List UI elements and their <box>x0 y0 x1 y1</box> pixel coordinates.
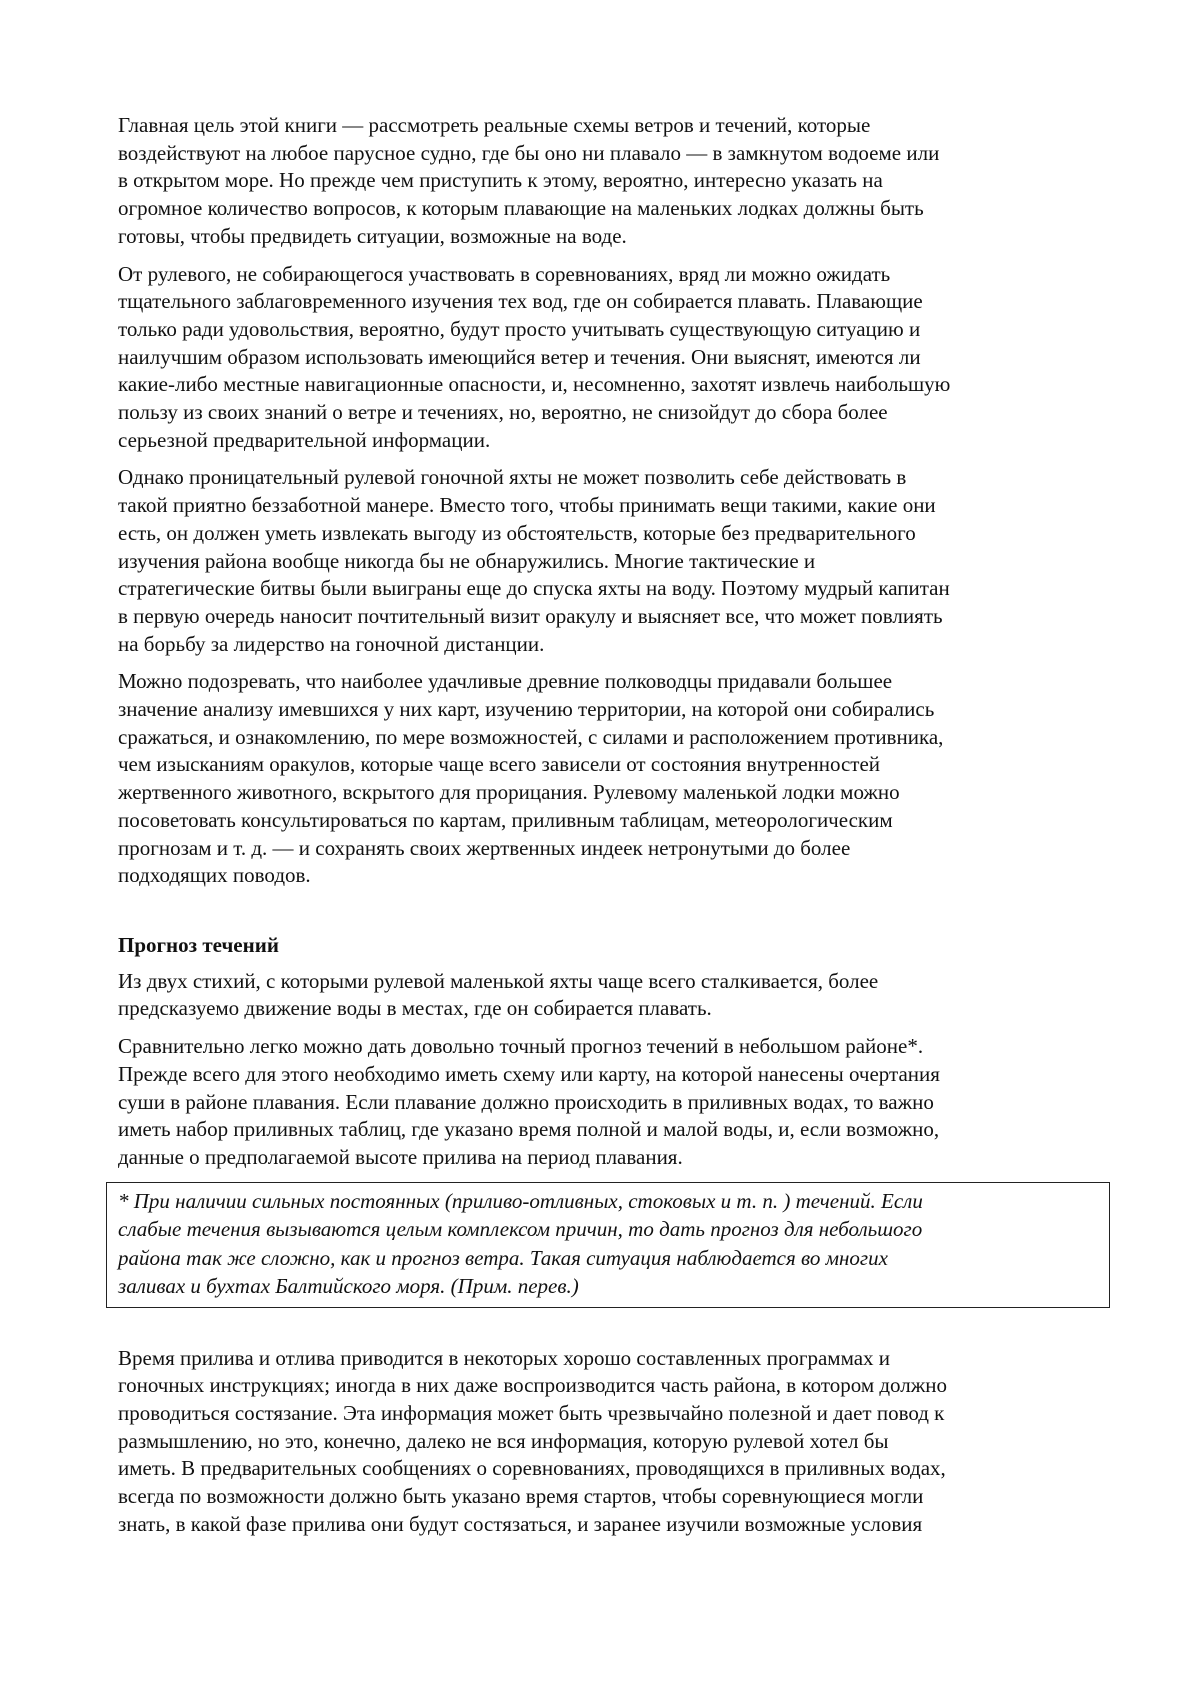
body-paragraph: От рулевого, не собирающегося участвовать в соревнованиях, вряд ли можно ожидать тщательного заблаговременного изучения тех вод, где он собирается плавать. Плавающие только ради удовольствия, вероятно, будут просто учитывать существующую ситуацию и наилучшим образом использовать имеющийся ветер и течения. Они выяснят, имеются ли какие-либо местные навигационные опасности, и, несомненно, захотят извлечь наибольшую пользу из своих знаний о ветре и течениях, но, вероятно, не снизойдут до сбора более серьезной предварительной информации. <box>118 261 951 452</box>
body-paragraph: Время прилива и отлива приводится в некоторых хорошо составленных программах и гоночных инструкциях; иногда в них даже воспроизводится часть района, в котором должно проводиться состязание. Эта информация может быть чрезвычайно полезной и дает повод к размышлению, но это, конечно, далеко не вся информация, которую рулевой хотел бы иметь. В предварительных сообщениях о соревнованиях, проводящихся в приливных водах, всегда по возможности должно быть указано время стартов, чтобы соревнующиеся могли знать, в какой фазе прилива они будут состязаться, и заранее изучили возможные условия <box>118 1345 947 1536</box>
section-heading: Прогноз течений <box>118 932 279 957</box>
body-paragraph: Главная цель этой книги — рассмотреть реальные схемы ветров и течений, которые воздействуют на любое парусное судно, где бы оно ни плавало — в замкнутом водоеме или в открытом море. Но прежде чем приступить к этому, вероятно, интересно указать на огромное количество вопросов, к которым плавающие на маленьких лодках должны быть готовы, чтобы предвидеть ситуации, возможные на воде. <box>118 113 940 248</box>
body-paragraph: Из двух стихий, с которыми рулевой маленькой яхты чаще всего сталкивается, более предсказуемо движение воды в местах, где он собирается плавать. <box>118 968 879 1021</box>
footnote-box: * При наличии сильных постоянных (приливо-отливных, стоковых и т. п. ) течений. Если слабые течения вызываются целым комплексом причин, то дать прогноз для небольшого района так же сложно, как и прогноз ветра. Такая ситуация наблюдается во многих заливах и бухтах Балтийского моря. (Прим. перев.) <box>106 1182 1110 1308</box>
body-paragraph: Можно подозревать, что наиболее удачливые древние полководцы придавали большее значение анализу имевшихся у них карт, изучению территории, на которой они собирались сражаться, и ознакомлению, по мере возможностей, с силами и расположением противника, чем изысканиям оракулов, которые чаще всего зависели от состояния внутренностей жертвенного животного, вскрытого для прорицания. Рулевому маленькой лодки можно посоветовать консультироваться по картам, приливным таблицам, метеорологическим прогнозам и т. д. — и сохранять своих жертвенных индеек нетронутыми до более подходящих поводов. <box>118 669 944 888</box>
body-paragraph: Сравнительно легко можно дать довольно точный прогноз течений в небольшом районе*. Прежде всего для этого необходимо иметь схему или карту, на которой нанесены очертания суши в районе плавания. Если плавание должно происходить в приливных водах, то важно иметь набор приливных таблиц, где указано время полной и малой воды, и, если возможно, данные о предполагаемой высоте прилива на период плавания. <box>118 1034 940 1169</box>
document-page <box>118 112 1098 1549</box>
body-paragraph: Однако проницательный рулевой гоночной яхты не может позволить себе действовать в такой приятно беззаботной манере. Вместо того, чтобы принимать вещи такими, какие они есть, он должен уметь извлекать выгоду из обстоятельств, которые без предварительного изучения района вообще никогда бы не обнаружились. Многие тактические и стратегические битвы были выиграны еще до спуска яхты на воду. Поэтому мудрый капитан в первую очередь наносит почтительный визит оракулу и выясняет все, что может повлиять на борьбу за лидерство на гоночной дистанции. <box>118 465 950 656</box>
